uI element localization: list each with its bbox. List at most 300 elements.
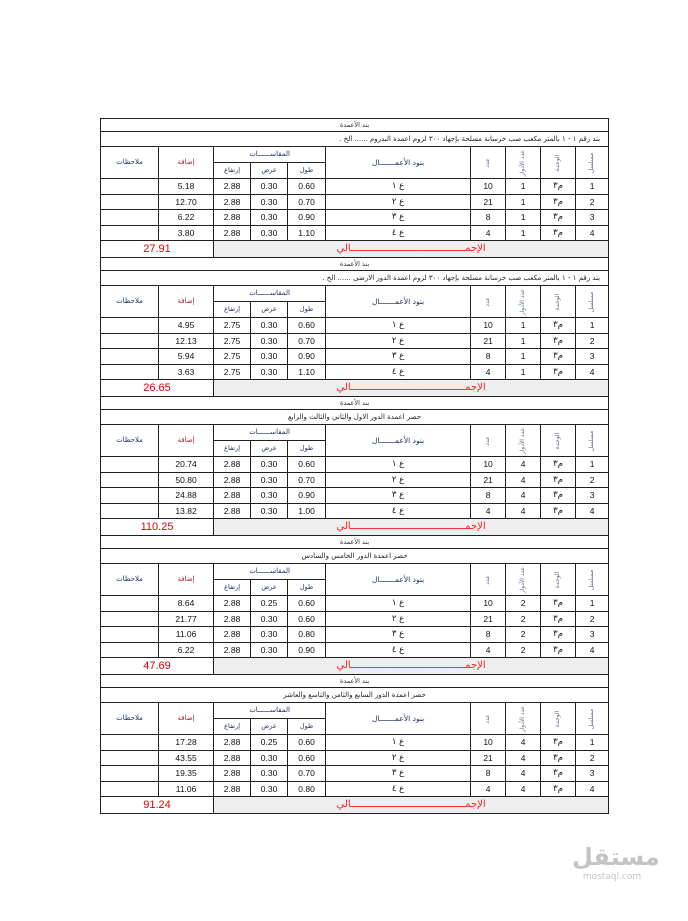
notes-cell <box>101 627 159 643</box>
height-cell: 2.88 <box>214 596 251 612</box>
unit-cell: م٣ <box>541 318 576 334</box>
height-cell: 2.75 <box>214 349 251 365</box>
total-row <box>101 380 609 397</box>
col-header-unit-label: الوحدة <box>554 571 562 588</box>
notes-cell <box>101 611 159 627</box>
height-cell: 2.88 <box>214 179 251 195</box>
serial-cell: 4 <box>576 364 609 380</box>
col-header-floors <box>506 147 541 179</box>
floors-cell: 4 <box>506 488 541 504</box>
data-row <box>101 349 609 365</box>
width-cell: 0.30 <box>251 627 288 643</box>
col-header-dimensions: المقاســــــات <box>214 286 326 302</box>
item-cell: ع ٤ <box>326 225 471 241</box>
addition-cell: 13.82 <box>159 503 214 519</box>
unit-cell: م٣ <box>541 642 576 658</box>
data-row <box>101 503 609 519</box>
col-header-addition: إضافة <box>159 703 214 735</box>
item-cell: ع ١ <box>326 596 471 612</box>
addition-cell: 3.63 <box>159 364 214 380</box>
floors-cell: 4 <box>506 781 541 797</box>
col-header-unit-label: الوحدة <box>554 710 562 727</box>
width-cell: 0.30 <box>251 318 288 334</box>
count-cell: 21 <box>471 750 506 766</box>
item-cell: ع ٣ <box>326 349 471 365</box>
floors-cell: 1 <box>506 225 541 241</box>
data-row <box>101 781 609 797</box>
item-cell: ع ٢ <box>326 472 471 488</box>
section-table <box>100 396 609 536</box>
section-title: بند رقم ١ - ١ بالمتر مكعب صب خرسانة مسلحة بإجهاد ٣٠٠ لزوم اعمدة الدور الارضى ...... الخ . <box>101 271 609 286</box>
addition-cell: 19.35 <box>159 766 214 782</box>
height-cell: 2.88 <box>214 225 251 241</box>
item-cell: ع ٢ <box>326 750 471 766</box>
col-header-count-label: عدد <box>484 574 492 585</box>
col-header-count <box>471 425 506 457</box>
length-cell: 0.70 <box>288 472 326 488</box>
width-cell: 0.30 <box>251 503 288 519</box>
serial-cell: 3 <box>576 210 609 226</box>
length-cell: 0.80 <box>288 627 326 643</box>
col-header-width: عرض <box>251 719 288 735</box>
section-total: 27.91 <box>101 241 214 258</box>
height-cell: 2.88 <box>214 627 251 643</box>
col-header-items: بنود الأعمـــــــال <box>326 425 471 457</box>
col-header-unit <box>541 703 576 735</box>
floors-cell: 1 <box>506 364 541 380</box>
col-header-notes: ملاحظات <box>101 286 159 318</box>
height-cell: 2.88 <box>214 781 251 797</box>
data-row <box>101 457 609 473</box>
floors-cell: 1 <box>506 194 541 210</box>
total-row <box>101 519 609 536</box>
notes-cell <box>101 179 159 195</box>
height-cell: 2.88 <box>214 488 251 504</box>
addition-cell: 20.74 <box>159 457 214 473</box>
unit-cell: م٣ <box>541 611 576 627</box>
section-table <box>100 118 609 258</box>
data-row <box>101 750 609 766</box>
notes-cell <box>101 472 159 488</box>
col-header-height: إرتفاع <box>214 719 251 735</box>
total-label: الإجمـــــــــــــــــــــــــــــــــــــــالي <box>214 658 609 675</box>
height-cell: 2.88 <box>214 766 251 782</box>
columns-quantity-sheet <box>100 118 608 814</box>
col-header-unit-label: الوحدة <box>554 154 562 171</box>
col-header-items: بنود الأعمـــــــال <box>326 286 471 318</box>
count-cell: 4 <box>471 642 506 658</box>
unit-cell: م٣ <box>541 503 576 519</box>
count-cell: 10 <box>471 318 506 334</box>
length-cell: 0.90 <box>288 210 326 226</box>
col-header-count <box>471 286 506 318</box>
floors-cell: 1 <box>506 318 541 334</box>
col-header-unit-label: الوحدة <box>554 432 562 449</box>
length-cell: 0.60 <box>288 179 326 195</box>
unit-cell: م٣ <box>541 349 576 365</box>
width-cell: 0.30 <box>251 364 288 380</box>
unit-cell: م٣ <box>541 750 576 766</box>
serial-cell: 3 <box>576 766 609 782</box>
width-cell: 0.30 <box>251 611 288 627</box>
height-cell: 2.88 <box>214 457 251 473</box>
notes-cell <box>101 781 159 797</box>
addition-cell: 3.80 <box>159 225 214 241</box>
height-cell: 2.88 <box>214 642 251 658</box>
notes-cell <box>101 750 159 766</box>
notes-cell <box>101 210 159 226</box>
length-cell: 0.90 <box>288 349 326 365</box>
count-cell: 10 <box>471 596 506 612</box>
total-row <box>101 241 609 258</box>
width-cell: 0.30 <box>251 179 288 195</box>
height-cell: 2.88 <box>214 611 251 627</box>
width-cell: 0.25 <box>251 735 288 751</box>
item-cell: ع ٣ <box>326 766 471 782</box>
notes-cell <box>101 735 159 751</box>
unit-cell: م٣ <box>541 225 576 241</box>
col-header-serial <box>576 425 609 457</box>
section-header: بند الأعمدة <box>101 675 609 688</box>
addition-cell: 12.13 <box>159 333 214 349</box>
unit-cell: م٣ <box>541 194 576 210</box>
col-header-dimensions: المقاســــــات <box>214 703 326 719</box>
col-header-floors <box>506 425 541 457</box>
count-cell: 21 <box>471 194 506 210</box>
floors-cell: 2 <box>506 642 541 658</box>
notes-cell <box>101 364 159 380</box>
total-label: الإجمـــــــــــــــــــــــــــــــــــــــالي <box>214 241 609 258</box>
width-cell: 0.25 <box>251 596 288 612</box>
addition-cell: 6.22 <box>159 210 214 226</box>
section-title: حصر اعمدة الدور السابع والثامن والتاسع والعاشر <box>101 688 609 703</box>
col-header-serial-label: مسلسل <box>588 708 596 729</box>
section-title: حصر اعمدة الدور الخامس والسادس <box>101 549 609 564</box>
section-table <box>100 257 609 397</box>
length-cell: 1.10 <box>288 364 326 380</box>
col-header-items: بنود الأعمـــــــال <box>326 703 471 735</box>
count-cell: 21 <box>471 333 506 349</box>
col-header-dimensions: المقاســــــات <box>214 147 326 163</box>
length-cell: 0.90 <box>288 488 326 504</box>
count-cell: 8 <box>471 488 506 504</box>
height-cell: 2.75 <box>214 364 251 380</box>
data-row <box>101 318 609 334</box>
length-cell: 0.80 <box>288 781 326 797</box>
serial-cell: 4 <box>576 225 609 241</box>
section-title: حصر اعمدة الدور الاول والثاني والثالث والرابع <box>101 410 609 425</box>
addition-cell: 12.70 <box>159 194 214 210</box>
section-header: بند الأعمدة <box>101 397 609 410</box>
data-row <box>101 766 609 782</box>
count-cell: 21 <box>471 472 506 488</box>
addition-cell: 4.95 <box>159 318 214 334</box>
serial-cell: 1 <box>576 596 609 612</box>
col-header-height: إرتفاع <box>214 163 251 179</box>
section-title: بند رقم ١ - ١ بالمتر مكعب صب خرسانة مسلحة بإجهاد ٣٠٠ لزوم اعمدة البدروم ...... الخ . <box>101 132 609 147</box>
length-cell: 0.60 <box>288 750 326 766</box>
data-row <box>101 364 609 380</box>
data-row <box>101 225 609 241</box>
addition-cell: 6.22 <box>159 642 214 658</box>
data-row <box>101 735 609 751</box>
section-header: بند الأعمدة <box>101 119 609 132</box>
col-header-notes: ملاحظات <box>101 564 159 596</box>
col-header-serial-label: مسلسل <box>588 569 596 590</box>
total-label: الإجمـــــــــــــــــــــــــــــــــــــــالي <box>214 380 609 397</box>
item-cell: ع ١ <box>326 318 471 334</box>
width-cell: 0.30 <box>251 333 288 349</box>
item-cell: ع ٤ <box>326 781 471 797</box>
section-total: 26.65 <box>101 380 214 397</box>
count-cell: 4 <box>471 503 506 519</box>
col-header-width: عرض <box>251 163 288 179</box>
count-cell: 21 <box>471 611 506 627</box>
item-cell: ع ٤ <box>326 642 471 658</box>
serial-cell: 3 <box>576 488 609 504</box>
floors-cell: 4 <box>506 750 541 766</box>
addition-cell: 24.88 <box>159 488 214 504</box>
length-cell: 1.00 <box>288 503 326 519</box>
total-label: الإجمـــــــــــــــــــــــــــــــــــــــالي <box>214 519 609 536</box>
data-row <box>101 210 609 226</box>
col-header-floors <box>506 703 541 735</box>
col-header-floors-label: عدد الأدوار <box>519 149 527 176</box>
unit-cell: م٣ <box>541 457 576 473</box>
length-cell: 1.10 <box>288 225 326 241</box>
col-header-floors <box>506 286 541 318</box>
col-header-serial <box>576 703 609 735</box>
serial-cell: 2 <box>576 611 609 627</box>
serial-cell: 4 <box>576 781 609 797</box>
length-cell: 0.70 <box>288 194 326 210</box>
section-total: 47.69 <box>101 658 214 675</box>
unit-cell: م٣ <box>541 210 576 226</box>
col-header-addition: إضافة <box>159 425 214 457</box>
serial-cell: 2 <box>576 333 609 349</box>
width-cell: 0.30 <box>251 194 288 210</box>
col-header-length: طول <box>288 163 326 179</box>
addition-cell: 21.77 <box>159 611 214 627</box>
col-header-count-label: عدد <box>484 296 492 307</box>
serial-cell: 1 <box>576 735 609 751</box>
serial-cell: 2 <box>576 194 609 210</box>
section-table <box>100 535 609 675</box>
floors-cell: 4 <box>506 472 541 488</box>
item-cell: ع ١ <box>326 735 471 751</box>
col-header-floors-label: عدد الأدوار <box>519 566 527 593</box>
length-cell: 0.60 <box>288 457 326 473</box>
data-row <box>101 596 609 612</box>
length-cell: 0.60 <box>288 596 326 612</box>
width-cell: 0.30 <box>251 472 288 488</box>
col-header-height: إرتفاع <box>214 441 251 457</box>
width-cell: 0.30 <box>251 349 288 365</box>
notes-cell <box>101 766 159 782</box>
length-cell: 0.70 <box>288 333 326 349</box>
col-header-addition: إضافة <box>159 147 214 179</box>
height-cell: 2.75 <box>214 318 251 334</box>
col-header-items: بنود الأعمـــــــال <box>326 564 471 596</box>
count-cell: 10 <box>471 179 506 195</box>
height-cell: 2.88 <box>214 472 251 488</box>
col-header-height: إرتفاع <box>214 302 251 318</box>
floors-cell: 4 <box>506 457 541 473</box>
count-cell: 8 <box>471 349 506 365</box>
mostaql-url: mostaql.com <box>582 872 642 883</box>
item-cell: ع ٤ <box>326 364 471 380</box>
serial-cell: 2 <box>576 750 609 766</box>
floors-cell: 4 <box>506 503 541 519</box>
col-header-length: طول <box>288 441 326 457</box>
length-cell: 0.60 <box>288 735 326 751</box>
col-header-unit <box>541 425 576 457</box>
count-cell: 4 <box>471 364 506 380</box>
floors-cell: 2 <box>506 611 541 627</box>
col-header-floors-label: عدد الأدوار <box>519 427 527 454</box>
col-header-width: عرض <box>251 580 288 596</box>
col-header-length: طول <box>288 302 326 318</box>
count-cell: 10 <box>471 457 506 473</box>
serial-cell: 3 <box>576 349 609 365</box>
col-header-floors-label: عدد الأدوار <box>519 705 527 732</box>
unit-cell: م٣ <box>541 472 576 488</box>
count-cell: 8 <box>471 210 506 226</box>
col-header-height: إرتفاع <box>214 580 251 596</box>
height-cell: 2.88 <box>214 210 251 226</box>
floors-cell: 1 <box>506 349 541 365</box>
width-cell: 0.30 <box>251 457 288 473</box>
col-header-serial-label: مسلسل <box>588 152 596 173</box>
addition-cell: 11.06 <box>159 627 214 643</box>
col-header-notes: ملاحظات <box>101 425 159 457</box>
addition-cell: 8.64 <box>159 596 214 612</box>
col-header-unit-label: الوحدة <box>554 293 562 310</box>
col-header-floors-label: عدد الأدوار <box>519 288 527 315</box>
item-cell: ع ١ <box>326 179 471 195</box>
length-cell: 0.60 <box>288 611 326 627</box>
notes-cell <box>101 642 159 658</box>
width-cell: 0.30 <box>251 766 288 782</box>
serial-cell: 1 <box>576 457 609 473</box>
length-cell: 0.60 <box>288 318 326 334</box>
col-header-serial <box>576 286 609 318</box>
unit-cell: م٣ <box>541 781 576 797</box>
item-cell: ع ٤ <box>326 503 471 519</box>
col-header-serial <box>576 147 609 179</box>
col-header-notes: ملاحظات <box>101 147 159 179</box>
col-header-unit <box>541 564 576 596</box>
section-total: 91.24 <box>101 797 214 814</box>
floors-cell: 1 <box>506 179 541 195</box>
addition-cell: 5.18 <box>159 179 214 195</box>
width-cell: 0.30 <box>251 210 288 226</box>
col-header-count-label: عدد <box>484 435 492 446</box>
unit-cell: م٣ <box>541 735 576 751</box>
height-cell: 2.88 <box>214 750 251 766</box>
col-header-serial <box>576 564 609 596</box>
col-header-count-label: عدد <box>484 157 492 168</box>
section-header: بند الأعمدة <box>101 536 609 549</box>
count-cell: 4 <box>471 781 506 797</box>
addition-cell: 43.55 <box>159 750 214 766</box>
col-header-width: عرض <box>251 302 288 318</box>
height-cell: 2.88 <box>214 194 251 210</box>
unit-cell: م٣ <box>541 333 576 349</box>
col-header-length: طول <box>288 580 326 596</box>
addition-cell: 5.94 <box>159 349 214 365</box>
unit-cell: م٣ <box>541 596 576 612</box>
item-cell: ع ٣ <box>326 210 471 226</box>
floors-cell: 4 <box>506 766 541 782</box>
count-cell: 4 <box>471 225 506 241</box>
height-cell: 2.88 <box>214 503 251 519</box>
col-header-length: طول <box>288 719 326 735</box>
col-header-addition: إضافة <box>159 286 214 318</box>
data-row <box>101 611 609 627</box>
serial-cell: 2 <box>576 472 609 488</box>
section-total: 110.25 <box>101 519 214 536</box>
col-header-count <box>471 703 506 735</box>
length-cell: 0.90 <box>288 642 326 658</box>
section-table <box>100 674 609 814</box>
item-cell: ع ٢ <box>326 333 471 349</box>
floors-cell: 2 <box>506 627 541 643</box>
total-label: الإجمـــــــــــــــــــــــــــــــــــــــالي <box>214 797 609 814</box>
data-row <box>101 472 609 488</box>
data-row <box>101 179 609 195</box>
height-cell: 2.88 <box>214 735 251 751</box>
data-row <box>101 642 609 658</box>
col-header-serial-label: مسلسل <box>588 291 596 312</box>
notes-cell <box>101 596 159 612</box>
serial-cell: 1 <box>576 318 609 334</box>
col-header-dimensions: المقاســــــات <box>214 564 326 580</box>
col-header-width: عرض <box>251 441 288 457</box>
width-cell: 0.30 <box>251 750 288 766</box>
notes-cell <box>101 349 159 365</box>
serial-cell: 1 <box>576 179 609 195</box>
width-cell: 0.30 <box>251 781 288 797</box>
data-row <box>101 488 609 504</box>
notes-cell <box>101 225 159 241</box>
floors-cell: 1 <box>506 333 541 349</box>
col-header-serial-label: مسلسل <box>588 430 596 451</box>
col-header-count <box>471 147 506 179</box>
total-row <box>101 658 609 675</box>
addition-cell: 17.28 <box>159 735 214 751</box>
count-cell: 8 <box>471 627 506 643</box>
unit-cell: م٣ <box>541 179 576 195</box>
col-header-count <box>471 564 506 596</box>
width-cell: 0.30 <box>251 642 288 658</box>
col-header-unit <box>541 147 576 179</box>
serial-cell: 3 <box>576 627 609 643</box>
col-header-addition: إضافة <box>159 564 214 596</box>
mostaql-logo: مستقل <box>572 843 660 871</box>
unit-cell: م٣ <box>541 364 576 380</box>
notes-cell <box>101 194 159 210</box>
col-header-items: بنود الأعمـــــــال <box>326 147 471 179</box>
notes-cell <box>101 488 159 504</box>
floors-cell: 1 <box>506 210 541 226</box>
col-header-count-label: عدد <box>484 713 492 724</box>
total-row <box>101 797 609 814</box>
width-cell: 0.30 <box>251 225 288 241</box>
col-header-dimensions: المقاســــــات <box>214 425 326 441</box>
addition-cell: 50.80 <box>159 472 214 488</box>
serial-cell: 4 <box>576 503 609 519</box>
